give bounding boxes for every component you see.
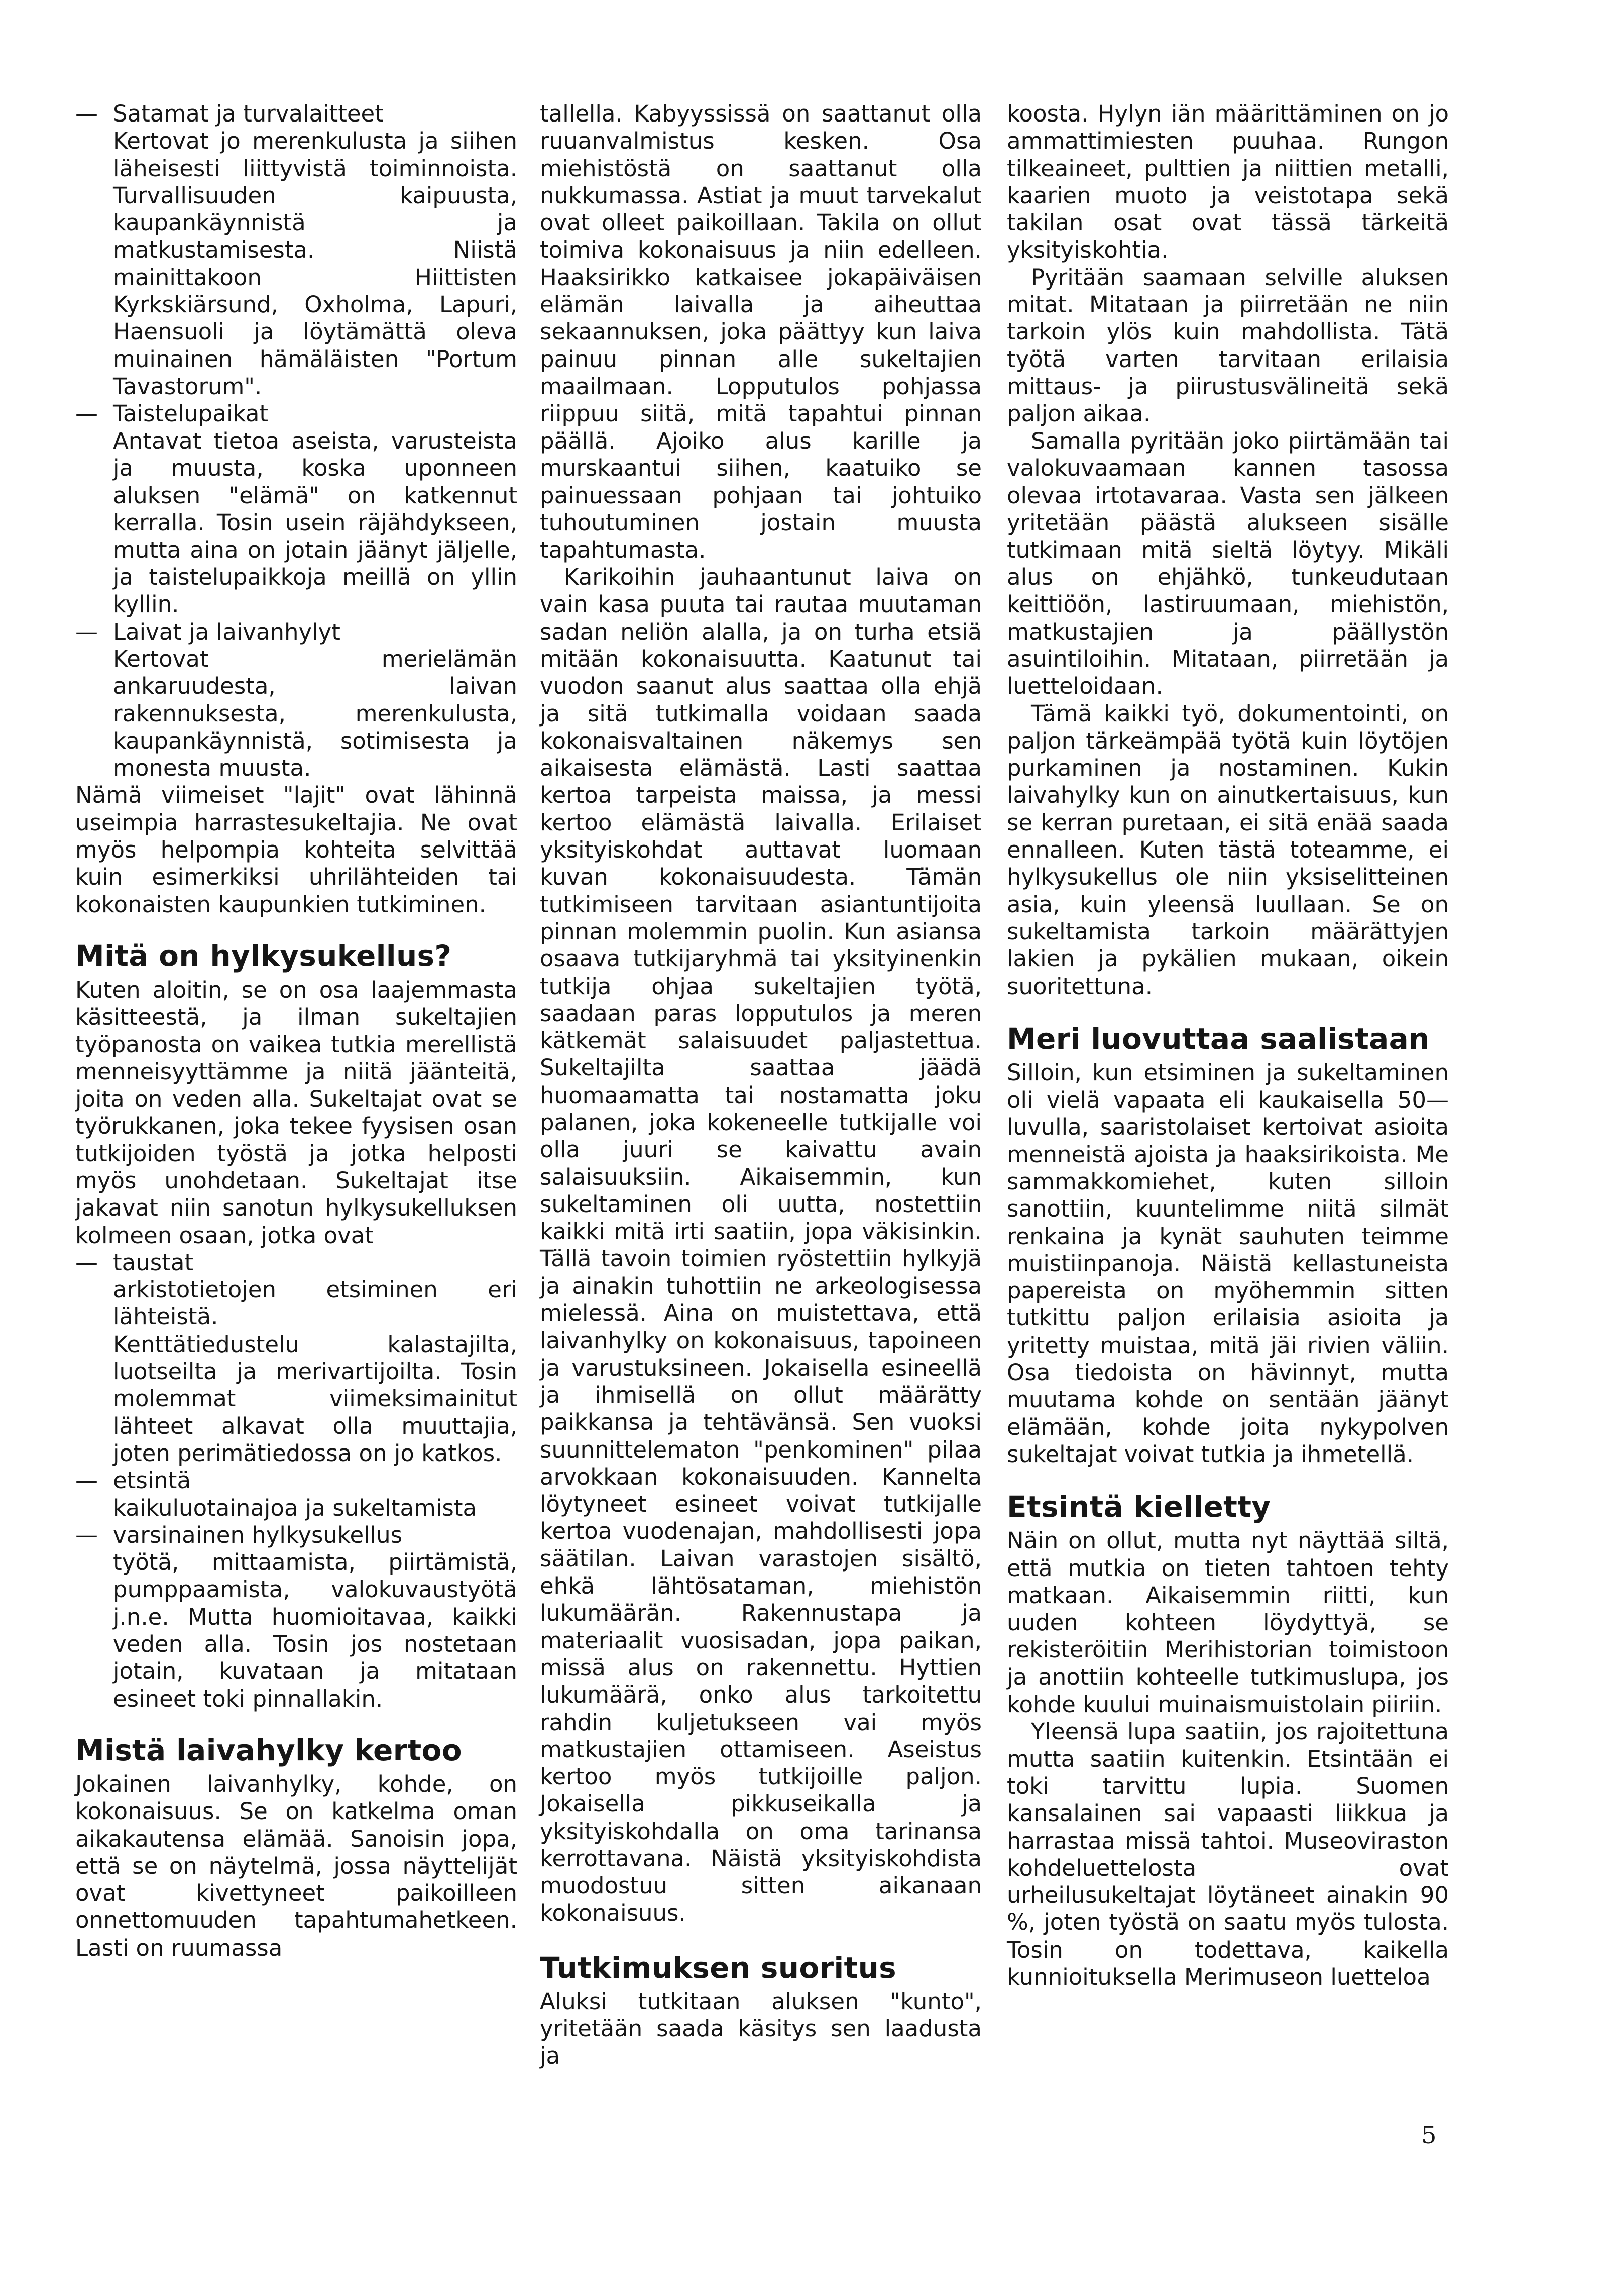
- list-item-taustat: [75, 1249, 517, 1467]
- list-item-body: Kertovat jo merenkulusta ja siihen läheisesti liittyvistä toiminnoista. Turvallisuuden kaipuusta, kaupankäynnistä ja matkustamisesta. Niistä mainittakoon Hiittisten Kyrkskiärsund, Oxholma, Lapuri, Haensuoli ja löytämättä oleva muinainen hämäläisten "Portum Tavastorum".: [113, 128, 517, 400]
- list-item-body: arkistotietojen etsiminen eri lähteistä.: [113, 1276, 517, 1331]
- paragraph-karikoihin: Karikoihin jauhaantunut laiva on vain kasa puuta tai rautaa muutaman sadan neliön alalla, ja on turha etsiä mitään kokonaisuutta. Kaatunut tai vuodon saanut alus saattaa olla ehjä ja sitä tutkimalla voidaan saada kokonaisvaltainen näkemys sen aikaisesta elämästä. Lasti saattaa kertoa tarpeista maissa, ja messi kertoo elämästä laivalla. Erilaiset yksityiskohdat auttavat luomaan kuvan kokonaisuudesta. Tämän tutkimiseen tarvitaan asiantuntijoita pinnan molemmin puolin. Kun asiansa osaava tutkijaryhmä tai yksityinenkin tutkija ohjaa sukeltajien työtä, saadaan paras lopputulos ja meren kätkemät salaisuudet paljastettua. Sukeltajilta saattaa jäädä huomaamatta tai nostamatta joku palanen, joka kokeneelle tutkijalle voi olla juuri se kaivattu avain salaisuuksiin. Aikaisemmin, kun sukeltaminen oli uutta, nostettiin kaikki mitä irti saatiin, jopa väkisinkin. Tällä tavoin toimien ryöstettiin hylkyjä ja ainakin tuhottiin ne arkeologisessa mielessä. Aina on muistettava, että laivanhylky on kokonaisuus, tapoineen ja varustuksineen. Jokaisella esineellä ja ihmisellä on ollut määrätty paikkansa ja tehtävänsä. Sen vuoksi suunnittelematon "penkominen" pilaa arvokkaan kokonaisuuden. Kannelta löytyneet esineet voivat tutkijalle kertoa vuodenajan, mahdollisesti jopa säätilan. Laivan varastojen sisältö, ehkä lähtösataman, miehistön lukumäärän. Rakennustapa ja materiaalit vuosisadan, jopa paikan, missä alus on rakennettu. Hyttien lukumäärä, onko alus tarkoitettu rahdin kuljetukseen vai myös matkustajien ottamiseen. Aseistus kertoo myös tutkijoille paljon. Jokaisella pikkuseikalla ja yksityiskohdalla on oma tarinansa kerrottavana. Näistä yksityiskohdista muodostuu sitten aikanaan kokonaisuus.: [540, 564, 982, 1926]
- dash-mark: —: [75, 1521, 98, 1548]
- column-middle: [540, 100, 982, 2070]
- column-right: [1007, 100, 1449, 1991]
- heading-etsinta-kielletty: Etsintä kielletty: [1007, 1490, 1271, 1524]
- paragraph-tallella: tallella. Kabyyssissä on saattanut olla ruuanvalmistus kesken. Osa miehistöstä on saattanut olla nukkumassa. Astiat ja muut tarvekalut ovat olleet paikoillaan. Takila on ollut toimiva kokonaisuus ja niin edelleen. Haaksirikko katkaisee jokapäiväisen elämän laivalla ja aiheuttaa sekaannuksen, joka päättyy kun laiva painuu pinnan alle sukeltajien maailmaan. Lopputulos pohjassa riippuu siitä, mitä tapahtui pinnan päällä. Ajoiko alus karille ja murskaantui siihen, kaatuiko se painuessaan pohjaan tai johtuiko tuhoutuminen jostain muusta tapahtumasta.: [540, 100, 982, 563]
- list-item-body: Kertovat merielämän ankaruudesta, laivan rakennuksesta, merenkulusta, kaupankäynnistä, sotimisesta ja monesta muusta.: [113, 645, 517, 782]
- dash-mark: —: [75, 100, 98, 127]
- heading-meri-luovuttaa-saalistaan: Meri luovuttaa saalistaan: [1007, 1021, 1430, 1056]
- list-item-heading: Laivat ja laivanhylyt: [113, 618, 340, 645]
- paragraph-nama: Nämä viimeiset "lajit" ovat lähinnä useimpia harrastesukeltajia. Ne ovat myös helpompia kohteita selvittää kuin esimerkiksi uhrilähteiden tai kokonaisten kaupunkien tutkiminen.: [75, 782, 517, 918]
- list-item-etsinta: [75, 1467, 517, 1522]
- list-item-satamat: [75, 100, 517, 400]
- paragraph-koosta: koosta. Hylyn iän määrittäminen on jo ammattimiesten puuhaa. Rungon tilkeaineet, pulttien ja niittien metalli, kaarien muoto ja veistotapa sekä takilan osat ovat tässä tärkeitä yksityiskohtia.: [1007, 100, 1449, 264]
- dash-mark: —: [75, 1467, 98, 1494]
- list-item-body: Antavat tietoa aseista, varusteista ja muusta, koska uponneen aluksen "elämä" on katkennut kerralla. Tosin usein räjähdykseen, mutta aina on jotain jäänyt jäljelle, ja taistelupaikkoja meillä on yllin kyllin.: [113, 427, 517, 618]
- dash-mark: —: [75, 400, 98, 427]
- list-item-heading: varsinainen hylkysukellus: [113, 1521, 403, 1548]
- paragraph-yleensa: Yleensä lupa saatiin, jos rajoitettuna mutta saatiin kuitenkin. Etsintään ei toki tarvittu lupia. Suomen kansalainen sai vapaasti liikkua ja harrastaa missä tahtoi. Museoviraston kohdeluettelosta ovat urheilusukeltajat löytäneet ainakin 90 %, joten työstä on saatu myös tulosta. Tosin on todettava, kaikella kunnioituksella Merimuseon luetteloa: [1007, 1718, 1449, 1990]
- paragraph-pyritaan: Pyritään saamaan selville aluksen mitat. Mitataan ja piirretään ne niin tarkoin ylös kuin mahdollista. Tätä työtä varten tarvitaan erilaisia mittaus- ja piirustusvälineitä sekä paljon aikaa.: [1007, 264, 1449, 427]
- list-item-body: työtä, mittaamista, piirtämistä, pumppaamista, valokuvaustyötä j.n.e. Mutta huomioitavaa, kaikki veden alla. Tosin jos nostetaan jotain, kuvataan ja mitataan esineet toki pinnallakin.: [113, 1549, 517, 1712]
- list-item-heading: etsintä: [113, 1467, 191, 1494]
- list-item-heading: Satamat ja turvalaitteet: [113, 100, 384, 127]
- list-item-body: Kenttätiedustelu kalastajilta, luotseilta ja merivartijoilta. Tosin molemmat viimeksimainitut lähteet alkavat olla muuttajia, joten perimätiedossa on jo katkos.: [113, 1331, 517, 1467]
- paragraph-samalla: Samalla pyritään joko piirtämään tai valokuvaamaan kannen tasossa olevaa irtotavaraa. Vasta sen jälkeen yritetään päästä alukseen sisälle tutkimaan mitä sieltä löytyy. Mikäli alus on ehjähkö, tunkeudutaan keittiöön, lastiruumaan, miehistön, matkustajien ja päällystön asuintiloihin. Mitataan, piirretään ja luetteloidaan.: [1007, 427, 1449, 700]
- paragraph-tama: Tämä kaikki työ, dokumentointi, on paljon tärkeämpää työtä kuin löytöjen purkaminen ja nostaminen. Kukin laivahylky kun on ainutkertaisuus, kun se kerran puretaan, ei sitä enää saada ennalleen. Kuten tästä toteamme, ei hylkysukellus ole niin yksiselitteinen asia, kuin yleensä luullaan. Se on sukeltamista tarkoin määrättyjen lakien ja pykälien mukaan, oikein suoritettuna.: [1007, 700, 1449, 1000]
- paragraph-nain: Näin on ollut, mutta nyt näyttää siltä, että mutkia on tieten tahtoen tehty matkaan. Aikaisemmin riitti, kun uuden kohteen löydyttyä, se rekisteröitiin Merihistorian toimistoon ja anottiin kohteelle tutkimuslupa, jos kohde kuului muinaismuistolain piiriin.: [1007, 1527, 1449, 1718]
- column-left: [75, 100, 517, 1962]
- paragraph-jokainen: Jokainen laivanhylky, kohde, on kokonaisuus. Se on katkelma oman aikakautensa elämää. Sanoisin jopa, että se on näytelmä, jossa näyttelijät ovat kivettyneet paikoilleen onnettomuuden tapahtumahetkeen. Lasti on ruumassa: [75, 1770, 517, 1961]
- list-item-body: kaikuluotainajoa ja sukeltamista: [113, 1494, 477, 1521]
- dash-mark: —: [75, 618, 98, 645]
- dash-mark: —: [75, 1249, 98, 1276]
- list-item-laivat: [75, 619, 517, 782]
- heading-mista-laivahylky-kertoo: Mistä laivahylky kertoo: [75, 1733, 462, 1767]
- page-number: 5: [1421, 2121, 1437, 2149]
- list-item-heading: taustat: [113, 1249, 194, 1276]
- heading-tutkimuksen-suoritus: Tutkimuksen suoritus: [540, 1950, 896, 1985]
- paragraph-kuten: Kuten aloitin, se on osa laajemmasta käsitteestä, ja ilman sukeltajien työpanosta on vaikea tutkia merellistä menneisyyttämme ja niitä jäänteitä, joita on veden alla. Sukeltajat ovat se työrukkanen, joka tekee fyysisen osan tutkijoiden työstä ja jotka helposti myös unohdetaan. Sukeltajat itse jakavat niin sanotun hylkysukelluksen kolmeen osaan, jotka ovat: [75, 976, 517, 1249]
- list-item-varsinainen: [75, 1522, 517, 1713]
- list-item-heading: Taistelupaikat: [113, 400, 269, 427]
- list-item-taistelupaikat: [75, 400, 517, 618]
- paragraph-silloin: Silloin, kun etsiminen ja sukeltaminen oli vielä vapaata eli kaukaisella 50—luvulla, saaristolaiset kertoivat asioita menneistä ajoista ja haaksirikoista. Me sammakkomiehet, kuten silloin sanottiin, kuuntelimme niitä silmät renkaina ja kynät sauhuten teimme muistiinpanoja. Näistä kellastuneista papereista on myöhemmin sitten tutkittu paljon erilaisia asioita ja yritetty muistaa, mitä jäi rivien väliin. Osa tiedoista on hävinnyt, mutta muutama kohde on sentään jäänyt elämään, kohde joita nykypolven sukeltajat voivat tutkia ja ihmetellä.: [1007, 1059, 1449, 1468]
- paragraph-aluksi: Aluksi tutkitaan aluksen "kunto", yritetään saada käsitys sen laadusta ja: [540, 1988, 982, 2070]
- heading-mita-on-hylkysukellus: Mitä on hylkysukellus?: [75, 938, 452, 973]
